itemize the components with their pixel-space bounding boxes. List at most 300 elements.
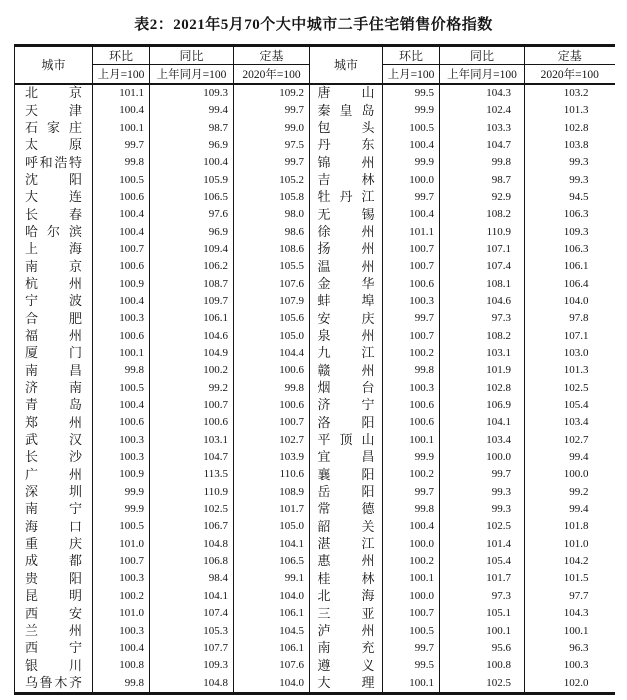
city-cell: [15, 241, 93, 258]
fixed-cell: 106.5: [234, 553, 310, 570]
yoy-cell: 102.4: [440, 102, 525, 119]
mom-cell: 100.3: [383, 379, 440, 396]
yoy-cell: 106.2: [150, 258, 234, 275]
city-cell: [15, 449, 93, 466]
city-name: 济南: [25, 380, 82, 396]
city-cell: [310, 483, 383, 500]
city-cell: [15, 674, 93, 693]
table-body: [15, 84, 615, 694]
city-name: 海口: [25, 518, 82, 534]
header-mom-base-right: 上月=100: [383, 65, 440, 84]
city-name: 锦州: [317, 154, 375, 170]
yoy-cell: 113.5: [150, 466, 234, 483]
yoy-cell: 97.3: [440, 587, 525, 604]
city-cell: [310, 622, 383, 639]
fixed-cell: 99.3: [525, 171, 615, 188]
table-row: [15, 362, 615, 379]
city-name: 温州: [317, 258, 375, 274]
fixed-cell: 101.8: [525, 518, 615, 535]
fixed-cell: 110.6: [234, 466, 310, 483]
yoy-cell: 100.4: [150, 154, 234, 171]
mom-cell: 100.9: [93, 275, 150, 292]
city-name: 杭州: [25, 275, 82, 291]
mom-cell: 100.7: [383, 258, 440, 275]
fixed-cell: 105.0: [234, 327, 310, 344]
yoy-cell: 100.2: [150, 362, 234, 379]
mom-cell: 100.8: [93, 657, 150, 674]
header-mom-left: 环比: [93, 46, 150, 65]
fixed-cell: 102.8: [525, 119, 615, 136]
city-name: 金华: [317, 275, 375, 291]
fixed-cell: 108.6: [234, 241, 310, 258]
fixed-cell: 101.7: [234, 501, 310, 518]
city-name: 西宁: [25, 640, 82, 656]
city-name: 南充: [317, 640, 375, 656]
table-row: [15, 84, 615, 102]
city-cell: [15, 258, 93, 275]
city-cell: [310, 293, 383, 310]
fixed-cell: 106.3: [525, 241, 615, 258]
fixed-cell: 104.3: [525, 605, 615, 622]
fixed-cell: 99.4: [525, 449, 615, 466]
price-index-table: [14, 44, 615, 695]
yoy-cell: 96.9: [150, 137, 234, 154]
table-row: [15, 657, 615, 674]
city-cell: [15, 379, 93, 396]
city-cell: [15, 535, 93, 552]
yoy-cell: 109.7: [150, 293, 234, 310]
header-city-left: 城市: [15, 46, 93, 84]
table-row: [15, 327, 615, 344]
fixed-cell: 105.2: [234, 171, 310, 188]
city-cell: [310, 570, 383, 587]
city-name: 长春: [25, 206, 82, 222]
yoy-cell: 103.3: [440, 119, 525, 136]
city-cell: [15, 102, 93, 119]
city-cell: [15, 605, 93, 622]
mom-cell: 100.3: [93, 431, 150, 448]
city-cell: [15, 119, 93, 136]
city-cell: [310, 102, 383, 119]
fixed-cell: 99.1: [234, 570, 310, 587]
fixed-cell: 100.1: [525, 622, 615, 639]
fixed-cell: 100.6: [234, 397, 310, 414]
yoy-cell: 100.8: [440, 657, 525, 674]
fixed-cell: 98.6: [234, 223, 310, 240]
yoy-cell: 106.9: [440, 397, 525, 414]
mom-cell: 99.8: [383, 362, 440, 379]
city-cell: [310, 431, 383, 448]
mom-cell: 99.7: [93, 137, 150, 154]
city-cell: [15, 293, 93, 310]
city-cell: [15, 501, 93, 518]
mom-cell: 100.1: [383, 674, 440, 693]
yoy-cell: 101.4: [440, 535, 525, 552]
fixed-cell: 99.7: [234, 102, 310, 119]
mom-cell: 100.3: [93, 310, 150, 327]
fixed-cell: 106.1: [234, 605, 310, 622]
yoy-cell: 99.7: [440, 466, 525, 483]
mom-cell: 100.4: [383, 518, 440, 535]
yoy-cell: 109.4: [150, 241, 234, 258]
city-cell: [310, 84, 383, 102]
city-cell: [15, 622, 93, 639]
city-cell: [310, 466, 383, 483]
table-row: [15, 622, 615, 639]
city-cell: [310, 327, 383, 344]
yoy-cell: 107.1: [440, 241, 525, 258]
city-cell: [310, 397, 383, 414]
yoy-cell: 99.2: [150, 379, 234, 396]
yoy-cell: 102.5: [440, 518, 525, 535]
city-cell: [310, 640, 383, 657]
city-cell: [15, 189, 93, 206]
yoy-cell: 106.5: [150, 189, 234, 206]
mom-cell: 101.1: [383, 223, 440, 240]
yoy-cell: 102.5: [150, 501, 234, 518]
header-yoy-base-right: 上年同月=100: [440, 65, 525, 84]
mom-cell: 100.4: [93, 640, 150, 657]
city-name: 九江: [317, 345, 375, 361]
city-cell: [310, 587, 383, 604]
yoy-cell: 98.7: [150, 119, 234, 136]
city-cell: [15, 327, 93, 344]
city-cell: [15, 154, 93, 171]
fixed-cell: 98.0: [234, 206, 310, 223]
yoy-cell: 106.7: [150, 518, 234, 535]
fixed-cell: 107.6: [234, 275, 310, 292]
city-name: 惠州: [317, 553, 375, 569]
city-cell: [310, 379, 383, 396]
yoy-cell: 96.9: [150, 223, 234, 240]
city-cell: [310, 206, 383, 223]
mom-cell: 100.7: [93, 241, 150, 258]
fixed-cell: 99.3: [525, 154, 615, 171]
fixed-cell: 107.9: [234, 293, 310, 310]
fixed-cell: 108.9: [234, 483, 310, 500]
mom-cell: 100.2: [383, 466, 440, 483]
table-row: [15, 137, 615, 154]
city-cell: [15, 466, 93, 483]
city-name: 三亚: [317, 605, 375, 621]
mom-cell: 99.9: [383, 449, 440, 466]
yoy-cell: 106.1: [150, 310, 234, 327]
city-name: 贵阳: [25, 570, 82, 586]
city-cell: [310, 657, 383, 674]
city-name: 昆明: [25, 588, 82, 604]
table-row: [15, 449, 615, 466]
mom-cell: 99.9: [93, 501, 150, 518]
yoy-cell: 104.7: [440, 137, 525, 154]
city-name: 遵义: [317, 657, 375, 673]
fixed-cell: 105.0: [234, 518, 310, 535]
city-name: 徐州: [317, 223, 375, 239]
fixed-cell: 100.6: [234, 362, 310, 379]
city-cell: [310, 310, 383, 327]
fixed-cell: 106.1: [234, 640, 310, 657]
city-name: 宁波: [25, 293, 82, 309]
mom-cell: 99.5: [383, 84, 440, 102]
yoy-cell: 104.9: [150, 345, 234, 362]
city-cell: [310, 362, 383, 379]
city-cell: [310, 501, 383, 518]
city-name: 湛江: [317, 536, 375, 552]
yoy-cell: 95.6: [440, 640, 525, 657]
city-name: 蚌埠: [317, 293, 375, 309]
table-row: [15, 345, 615, 362]
fixed-cell: 106.1: [525, 258, 615, 275]
city-cell: [15, 553, 93, 570]
header-fixed-right: 定基: [525, 46, 615, 65]
header-fixed-left: 定基: [234, 46, 310, 65]
city-cell: [15, 640, 93, 657]
fixed-cell: 104.5: [234, 622, 310, 639]
yoy-cell: 110.9: [440, 223, 525, 240]
fixed-cell: 99.8: [234, 379, 310, 396]
city-name: 兰州: [25, 622, 82, 638]
table-row: [15, 171, 615, 188]
fixed-cell: 99.7: [234, 154, 310, 171]
fixed-cell: 104.2: [525, 553, 615, 570]
mom-cell: 100.5: [93, 379, 150, 396]
mom-cell: 99.7: [383, 640, 440, 657]
city-name: 合肥: [25, 310, 82, 326]
fixed-cell: 102.5: [525, 379, 615, 396]
mom-cell: 99.7: [383, 310, 440, 327]
fixed-cell: 100.0: [525, 466, 615, 483]
city-cell: [310, 275, 383, 292]
fixed-cell: 100.3: [525, 657, 615, 674]
header-yoy-right: 同比: [440, 46, 525, 65]
yoy-cell: 108.1: [440, 275, 525, 292]
city-name: 长沙: [25, 449, 82, 465]
city-cell: [15, 137, 93, 154]
mom-cell: 99.8: [93, 154, 150, 171]
yoy-cell: 97.3: [440, 310, 525, 327]
header-yoy-left: 同比: [150, 46, 234, 65]
city-cell: [15, 275, 93, 292]
city-name: 石家庄: [25, 119, 82, 135]
city-name: 大理: [317, 674, 375, 690]
mom-cell: 100.3: [93, 570, 150, 587]
city-name: 哈尔滨: [25, 223, 82, 239]
fixed-cell: 105.5: [234, 258, 310, 275]
city-cell: [310, 449, 383, 466]
table-row: [15, 258, 615, 275]
fixed-cell: 94.5: [525, 189, 615, 206]
fixed-cell: 104.0: [525, 293, 615, 310]
city-name: 郑州: [25, 414, 82, 430]
city-name: 沈阳: [25, 171, 82, 187]
mom-cell: 100.7: [383, 241, 440, 258]
city-name: 赣州: [317, 362, 375, 378]
mom-cell: 100.6: [93, 258, 150, 275]
mom-cell: 100.7: [93, 553, 150, 570]
mom-cell: 99.8: [93, 362, 150, 379]
yoy-cell: 105.4: [440, 553, 525, 570]
mom-cell: 100.9: [93, 466, 150, 483]
mom-cell: 100.0: [383, 587, 440, 604]
table-row: [15, 189, 615, 206]
city-cell: [310, 241, 383, 258]
yoy-cell: 109.3: [150, 84, 234, 102]
mom-cell: 99.7: [383, 189, 440, 206]
city-name: 南昌: [25, 362, 82, 378]
city-cell: [310, 345, 383, 362]
mom-cell: 101.1: [93, 84, 150, 102]
header-mom-right: 环比: [383, 46, 440, 65]
city-cell: [15, 431, 93, 448]
mom-cell: 100.6: [93, 327, 150, 344]
city-cell: [310, 553, 383, 570]
city-cell: [15, 483, 93, 500]
table-row: [15, 570, 615, 587]
city-cell: [15, 587, 93, 604]
table-row: [15, 466, 615, 483]
yoy-cell: 97.6: [150, 206, 234, 223]
mom-cell: 100.0: [383, 171, 440, 188]
mom-cell: 100.6: [383, 397, 440, 414]
city-cell: [15, 171, 93, 188]
mom-cell: 101.0: [93, 605, 150, 622]
city-name: 吉林: [317, 171, 375, 187]
city-name: 韶关: [317, 518, 375, 534]
table-row: [15, 293, 615, 310]
mom-cell: 101.0: [93, 535, 150, 552]
yoy-cell: 99.3: [440, 501, 525, 518]
mom-cell: 100.4: [93, 397, 150, 414]
fixed-cell: 109.2: [234, 84, 310, 102]
mom-cell: 100.4: [383, 137, 440, 154]
city-name: 牡丹江: [317, 189, 375, 205]
fixed-cell: 109.3: [525, 223, 615, 240]
mom-cell: 100.7: [383, 327, 440, 344]
city-cell: [15, 84, 93, 102]
fixed-cell: 106.4: [525, 275, 615, 292]
fixed-cell: 104.0: [234, 587, 310, 604]
mom-cell: 100.3: [93, 622, 150, 639]
city-name: 广州: [25, 466, 82, 482]
yoy-cell: 100.6: [150, 414, 234, 431]
city-cell: [310, 154, 383, 171]
yoy-cell: 102.8: [440, 379, 525, 396]
city-name: 武汉: [25, 432, 82, 448]
yoy-cell: 107.4: [440, 258, 525, 275]
table-row: [15, 310, 615, 327]
table-row: [15, 102, 615, 119]
yoy-cell: 100.0: [440, 449, 525, 466]
fixed-cell: 97.5: [234, 137, 310, 154]
fixed-cell: 101.3: [525, 102, 615, 119]
yoy-cell: 104.8: [150, 535, 234, 552]
city-name: 泉州: [317, 328, 375, 343]
mom-cell: 100.4: [93, 223, 150, 240]
fixed-cell: 103.0: [525, 345, 615, 362]
yoy-cell: 92.9: [440, 189, 525, 206]
city-name: 平顶山: [317, 432, 375, 448]
table-row: [15, 431, 615, 448]
city-cell: [310, 414, 383, 431]
fixed-cell: 105.6: [234, 310, 310, 327]
mom-cell: 100.1: [93, 345, 150, 362]
mom-cell: 100.4: [93, 293, 150, 310]
city-name: 包头: [317, 119, 375, 135]
header-city-right: 城市: [310, 46, 383, 84]
mom-cell: 99.8: [383, 501, 440, 518]
yoy-cell: 110.9: [150, 483, 234, 500]
yoy-cell: 98.7: [440, 171, 525, 188]
mom-cell: 100.6: [383, 275, 440, 292]
header-fixed-base-right: 2020年=100: [525, 65, 615, 84]
mom-cell: 100.4: [93, 102, 150, 119]
city-name: 常德: [317, 501, 375, 517]
city-name: 北海: [317, 588, 375, 604]
mom-cell: 99.9: [383, 154, 440, 171]
city-name: 秦皇岛: [317, 102, 375, 118]
yoy-cell: 103.1: [150, 431, 234, 448]
table-row: [15, 535, 615, 552]
mom-cell: 100.2: [383, 345, 440, 362]
mom-cell: 100.6: [383, 414, 440, 431]
city-name: 泸州: [317, 622, 375, 638]
fixed-cell: 96.3: [525, 640, 615, 657]
city-name: 天津: [25, 102, 82, 118]
mom-cell: 99.8: [93, 674, 150, 693]
city-cell: [310, 535, 383, 552]
city-name: 烟台: [317, 380, 375, 396]
yoy-cell: 99.3: [440, 483, 525, 500]
fixed-cell: 99.0: [234, 119, 310, 136]
mom-cell: 99.7: [383, 483, 440, 500]
fixed-cell: 97.8: [525, 310, 615, 327]
mom-cell: 100.5: [383, 622, 440, 639]
city-cell: [15, 397, 93, 414]
yoy-cell: 99.4: [150, 102, 234, 119]
yoy-cell: 103.4: [440, 431, 525, 448]
fixed-cell: 106.3: [525, 206, 615, 223]
city-name: 岳阳: [317, 484, 375, 500]
table-row: [15, 379, 615, 396]
mom-cell: 100.1: [383, 431, 440, 448]
fixed-cell: 101.5: [525, 570, 615, 587]
fixed-cell: 104.0: [234, 674, 310, 693]
city-name: 乌鲁木齐: [25, 674, 82, 690]
city-cell: [15, 362, 93, 379]
yoy-cell: 105.1: [440, 605, 525, 622]
city-name: 银川: [25, 657, 82, 673]
fixed-cell: 103.8: [525, 137, 615, 154]
yoy-cell: 105.3: [150, 622, 234, 639]
city-cell: [15, 414, 93, 431]
city-cell: [310, 171, 383, 188]
city-cell: [15, 223, 93, 240]
city-name: 呼和浩特: [25, 154, 82, 170]
mom-cell: 100.5: [93, 171, 150, 188]
table-row: [15, 640, 615, 657]
city-cell: [310, 674, 383, 693]
table-row: [15, 275, 615, 292]
city-name: 安庆: [317, 310, 375, 326]
fixed-cell: 99.2: [525, 483, 615, 500]
mom-cell: 100.3: [93, 449, 150, 466]
city-name: 扬州: [317, 241, 375, 257]
city-cell: [15, 345, 93, 362]
table-row: [15, 241, 615, 258]
header-fixed-base-left: 2020年=100: [234, 65, 310, 84]
city-name: 襄阳: [317, 466, 375, 482]
yoy-cell: 104.1: [440, 414, 525, 431]
table-row: [15, 119, 615, 136]
